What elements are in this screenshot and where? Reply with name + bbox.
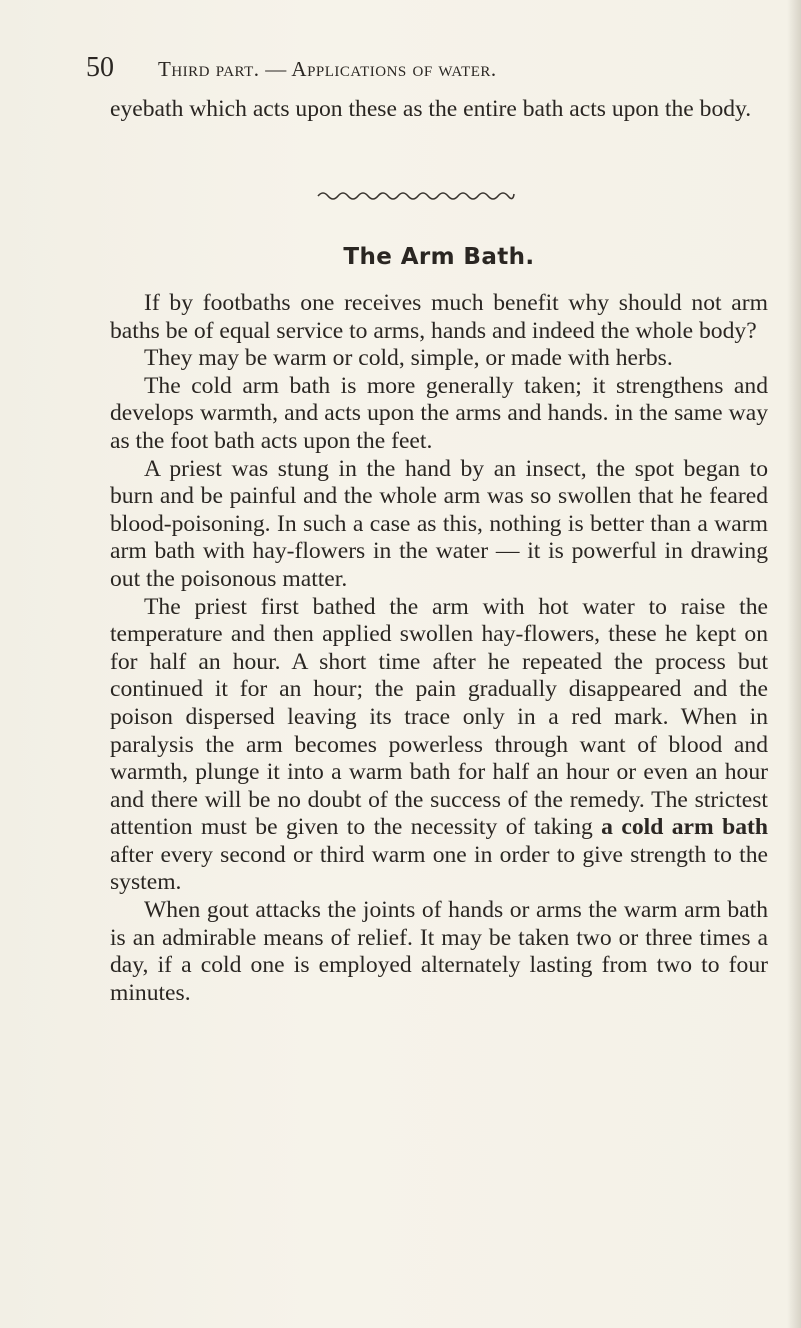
page-number: 50 — [86, 52, 114, 83]
intro-paragraph: eyebath which acts upon these as the entire bath acts upon the body. — [110, 96, 752, 122]
page-edge-shadow — [787, 0, 801, 1328]
paragraph-5-emphasis: a cold arm bath — [601, 814, 768, 841]
paragraph-1: If by footbaths one receives much benefit why should not arm baths be of equal service to arms, hands and indeed the whole body? — [110, 290, 768, 344]
intro-text — [110, 96, 768, 124]
paragraph-6: When gout attacks the joints of hands or arms the warm arm bath is an admirable means of relief. It may be taken two or three times a day, if a cold one is employed alternately lasting from two to four minutes. — [110, 897, 768, 1006]
paragraph-5-text-end: after every second or third warm one in order to give strength to the system. — [110, 841, 768, 896]
section-title: The Arm Bath. — [343, 244, 535, 270]
body-text — [110, 290, 768, 1007]
paragraph-3: The cold arm bath is more generally taken; it strengthens and develops warmth, and acts upon the arms and hands. in the same way as the foot bath acts upon the feet. — [110, 372, 768, 454]
paragraph-5-text-start: The priest first bathed the arm with hot water to raise the temperature and then applied swollen hay-flowers, these he kept on for half an hour. A short time after he repeated the process but continued it for an hour; the pain gradually disappeared and the poison dispersed leaving its trace only in a red mark. When in paralysis the arm becomes powerless through want of blood and warmth, plunge it into a warm bath for half an hour or even an hour and there will be no doubt of the success of the remedy. The strictest attention must be given to the necessity of taking — [110, 593, 768, 841]
paragraph-2: They may be warm or cold, simple, or made with herbs. — [144, 345, 673, 372]
paragraph-4: A priest was stung in the hand by an insect, the spot began to burn and be painful and the whole arm was so swollen that he feared blood-poisoning. In such a case as this, nothing is better than a warm arm bath with hay-flowers in the water — it is powerful in drawing out the poisonous matter. — [110, 455, 768, 592]
wavy-divider-icon — [316, 188, 516, 204]
running-head — [86, 52, 776, 88]
paragraph-5 — [110, 594, 768, 898]
running-title: Third part. — Applications of water. — [158, 57, 497, 81]
